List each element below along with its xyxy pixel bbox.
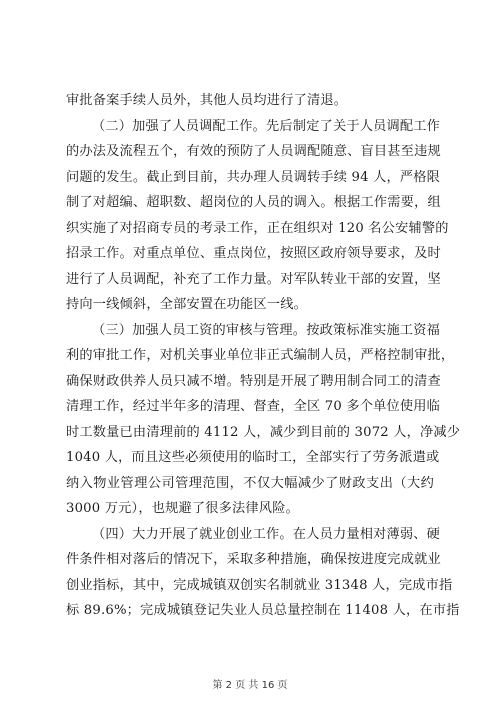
- document-body: [66, 88, 461, 624]
- text-line: （四）大力开展了就业创业工作。在人员力量相对薄弱、硬: [92, 526, 441, 542]
- text-line: 标 89.6%；完成城镇登记失业人员总量控制在 11408 人，在市指: [66, 603, 460, 618]
- text-line: 清理工作，经过半年多的清理、督查，全区 70 多个单位使用临: [66, 399, 441, 414]
- text-line: 的办法及流程五个，有效的预防了人员调配随意、盲目甚至违规: [66, 144, 441, 159]
- text-line: （二）加强了人员调配工作。先后制定了关于人员调配工作: [92, 118, 441, 134]
- text-line: （三）加强人员工资的审核与管理。按政策标准实施工资福: [92, 322, 441, 338]
- text-line: 审批备案手续人员外，其他人员均进行了清退。: [66, 93, 348, 108]
- text-line: 进行了人员调配，补充了工作力量。对军队转业干部的安置，坚: [66, 271, 441, 287]
- text-line: 制了对超编、超职数、超岗位的人员的调入。根据工作需要，组: [66, 195, 441, 210]
- text-line: 纳入物业管理公司管理范围，不仅大幅减少了财政支出（大约: [66, 475, 434, 491]
- text-line: 创业指标，其中，完成城镇双创实名制就业 31348 人，完成市指: [66, 577, 453, 593]
- text-line: 问题的发生。截止到目前，共办理人员调转手续 94 人，严格限: [66, 169, 441, 185]
- text-line: 利的审批工作，对机关事业单位非正式编制人员，严格控制审批，: [66, 348, 455, 363]
- text-line: 1040 人，而且这些必须使用的临时工，全部实行了劳务派遣或: [66, 450, 440, 465]
- text-line: 件条件相对落后的情况下，采取多种措施，确保按进度完成就业: [66, 552, 441, 567]
- text-line: 确保财政供养人员只减不增。特别是开展了聘用制合同工的清查: [66, 373, 441, 389]
- page-footer: 第 2 页 共 16 页: [212, 680, 288, 691]
- text-line: 时工数量已由清理前的 4112 人，减少到目前的 3072 人，净减少: [66, 424, 461, 440]
- text-line: 招录工作。对重点单位、重点岗位，按照区政府领导要求，及时: [66, 246, 441, 261]
- text-line: 织实施了对招商专员的考录工作，正在组织对 120 名公安辅警的: [66, 220, 449, 236]
- text-line: 3000 万元），也规避了很多法律风险。: [66, 501, 299, 516]
- text-line: 持向一线倾斜，全部安置在功能区一线。: [66, 297, 307, 312]
